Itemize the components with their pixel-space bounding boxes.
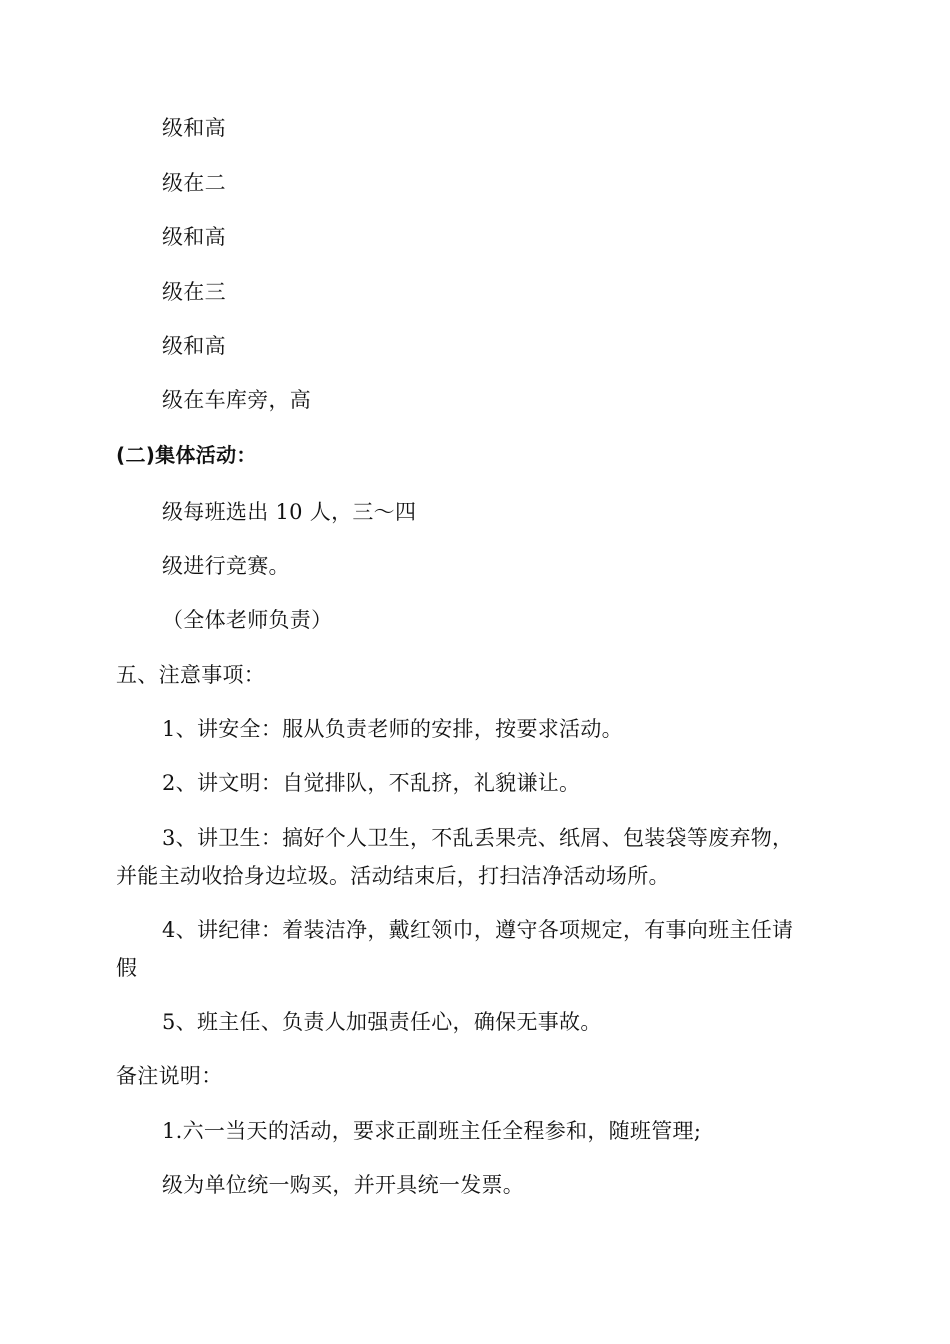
- section-heading: (二)集体活动：: [116, 443, 257, 467]
- text-line: 级为单位统一购买，并开具统一发票。: [162, 1173, 525, 1197]
- list-item: 5、班主任、负责人加强责任心，确保无事故。: [162, 1010, 602, 1034]
- list-item: 1.六一当天的活动，要求正副班主任全程参和，随班管理;: [162, 1119, 702, 1143]
- list-item: 2、讲文明：自觉排队，不乱挤，礼貌谦让。: [162, 771, 581, 795]
- list-item-continuation: 并能主动收拾身边垃圾。活动结束后，打扫洁净活动场所。: [116, 864, 670, 888]
- section-heading: 备注说明：: [116, 1064, 223, 1088]
- text-line: 级和高: [162, 334, 226, 358]
- list-item: 4、讲纪律：着装洁净，戴红领巾，遵守各项规定，有事向班主任请: [162, 918, 794, 942]
- text-line: 级进行竞赛。: [162, 554, 290, 578]
- text-line: 级和高: [162, 116, 226, 140]
- text-line: 级每班选出 10 人，三～四: [162, 500, 417, 524]
- list-item-continuation: 假: [116, 956, 138, 980]
- section-heading: 五、注意事项：: [116, 663, 266, 687]
- text-line: 级和高: [162, 225, 226, 249]
- text-line: 级在二: [162, 171, 226, 195]
- text-line: 级在车库旁，高: [162, 388, 312, 412]
- list-item: 1、讲安全：服从负责老师的安排，按要求活动。: [162, 717, 623, 741]
- text-line: 级在三: [162, 280, 226, 304]
- list-item: 3、讲卫生：搞好个人卫生，不乱丢果壳、纸屑、包装袋等废弃物，: [162, 826, 794, 850]
- text-line: （全体老师负责）: [162, 608, 333, 632]
